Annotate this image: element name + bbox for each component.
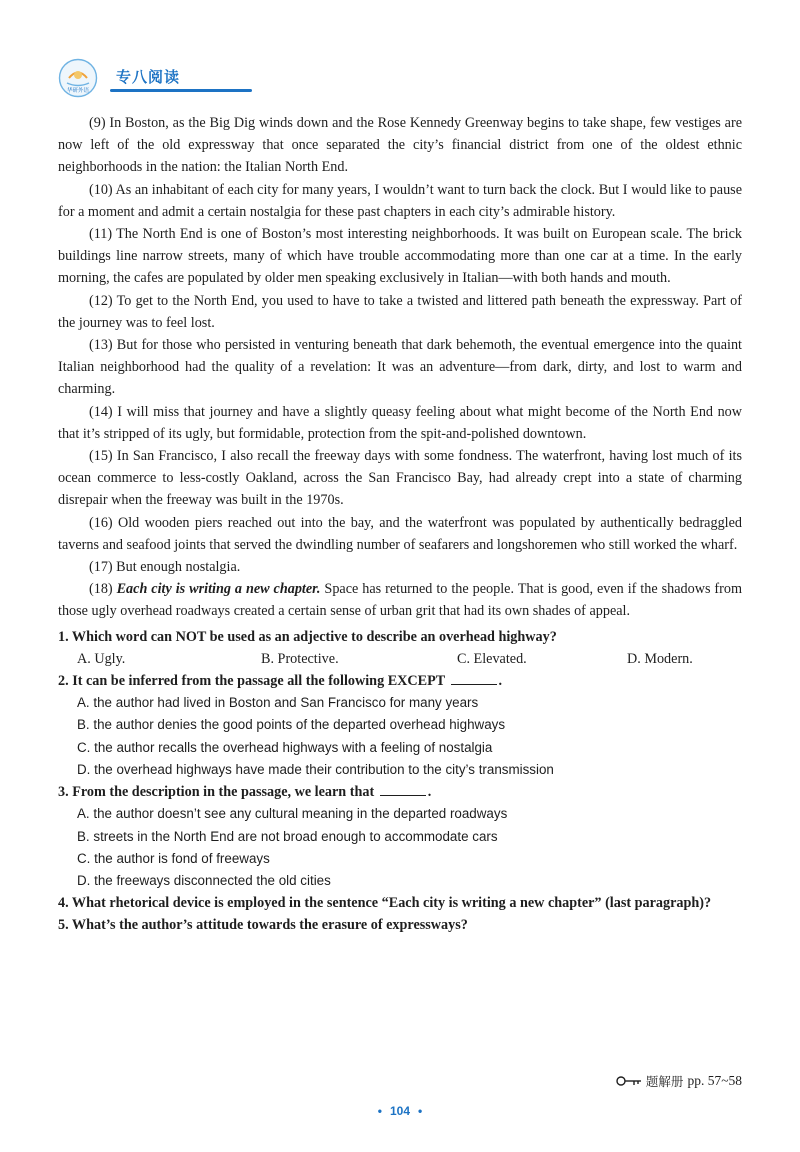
paragraph-13: (13) But for those who persisted in venturing beneath that dark behemoth, the eventual emergence into the quaint Italian neighborhood had the quality of a revelation: It was an adventure—from dark, dirty, and lost to warm and charming. xyxy=(58,337,742,398)
question-stem: 5. What’s the author’s attitude towards the erasure of expressways? xyxy=(58,917,468,934)
reference-label: 题解册 xyxy=(645,1074,684,1089)
option-b: B. streets in the North End are not broad enough to accommodate cars xyxy=(77,828,498,844)
option-b: B. Protective. xyxy=(261,650,339,667)
paragraph-17: (17) But enough nostalgia. xyxy=(89,559,241,576)
question-2 xyxy=(58,670,742,781)
svg-text:华研外语: 华研外语 xyxy=(66,88,90,94)
paragraph-18-text: Space has returned to the people. That is good, even if the shadows from those ugly overhead roadways created a certain sense of urban grit that had its own shades of appeal. xyxy=(58,581,743,620)
question-stem: 1. Which word can NOT be used as an adjective to describe an overhead highway? xyxy=(58,628,557,645)
question-stem: 2. It can be inferred from the passage all the following EXCEPT . xyxy=(58,673,503,690)
paragraph-18-emphasis: Each city is writing a new chapter. xyxy=(116,581,321,598)
paragraph-9: (9) In Boston, as the Big Dig winds down and the Rose Kennedy Greenway begins to take shape, few vestiges are now left of the old expressway that once separated the city’s financial district from one of the oldest ethnic neighborhoods in the nation: the Italian North End. xyxy=(58,115,742,176)
option-c: C. the author recalls the overhead highways with a feeling of nostalgia xyxy=(77,739,493,755)
question-5 xyxy=(58,914,742,936)
option-c: C. Elevated. xyxy=(457,650,527,667)
section-title: 专八阅读 xyxy=(116,68,181,86)
option-c: C. the author is fond of freeways xyxy=(77,850,270,866)
page-header xyxy=(58,56,238,98)
option-row xyxy=(58,648,742,670)
publisher-logo-icon xyxy=(58,58,98,98)
option-a: A. the author had lived in Boston and San Francisco for many years xyxy=(77,695,479,711)
answer-blank xyxy=(451,671,497,685)
paragraph-16: (16) Old wooden piers reached out into the bay, and the waterfront was populated by authentically bedraggled taverns and seafood joints that served the dwindling number of seafarers and longshoremen who still worked the wharf. xyxy=(58,514,742,553)
question-stem: 4. What rhetorical device is employed in the sentence “Each city is writing a new chapter” (last paragraph)? xyxy=(58,895,712,912)
option-d: D. Modern. xyxy=(627,650,693,667)
paragraph-14: (14) I will miss that journey and have a slightly queasy feeling about what might become of the North End now that it’s stripped of its ugly, but formidable, protection from the spit-and-polished downtown. xyxy=(58,403,742,442)
reference-pages: pp. 57~58 xyxy=(687,1073,742,1088)
question-list xyxy=(58,626,742,937)
question-3 xyxy=(58,781,742,892)
paragraph-18-number: (18) xyxy=(89,581,117,598)
option-d: D. the freeways disconnected the old cities xyxy=(77,872,331,888)
page-content xyxy=(58,112,742,937)
page-dot-right: • xyxy=(418,1104,423,1118)
answer-reference xyxy=(616,1072,742,1090)
page-dot-left: • xyxy=(377,1104,382,1118)
question-stem: 3. From the description in the passage, we learn that . xyxy=(58,784,432,801)
paragraph-18 xyxy=(58,578,742,622)
page-number: • 104 • xyxy=(377,1104,423,1118)
option-d: D. the overhead highways have made their contribution to the city’s transmission xyxy=(77,761,554,777)
option-a: A. Ugly. xyxy=(77,650,126,667)
answer-blank xyxy=(380,782,426,796)
question-1 xyxy=(58,626,742,670)
paragraph-12: (12) To get to the North End, you used to have to take a twisted and littered path beneath the expressway. Part of the journey was to feel lost. xyxy=(58,292,742,331)
question-4 xyxy=(58,892,742,914)
paragraph-10: (10) As an inhabitant of each city for many years, I wouldn’t want to turn back the clock. But I would like to pause for a moment and admit a certain nostalgia for these past chapters in each city’s admirable history. xyxy=(58,181,742,220)
option-a: A. the author doesn’t see any cultural meaning in the departed roadways xyxy=(77,806,508,822)
title-underline xyxy=(110,89,252,92)
option-b: B. the author denies the good points of the departed overhead highways xyxy=(77,717,506,733)
paragraph-11: (11) The North End is one of Boston’s most interesting neighborhoods. It was built on European scale. The brick buildings line narrow streets, many of which have trouble accommodating more than one car at a time. In the early morning, the cafes are populated by older men speaking exclusively in Italian—with both hands and mouth. xyxy=(58,226,742,287)
paragraph-15: (15) In San Francisco, I also recall the freeway days with some fondness. The waterfront, having lost much of its ocean commerce to less-costly Oakland, across the San Francisco Bay, had already crept into a state of charming disrepair when the freeway was built in the 1970s. xyxy=(58,448,742,509)
key-icon xyxy=(616,1075,642,1087)
